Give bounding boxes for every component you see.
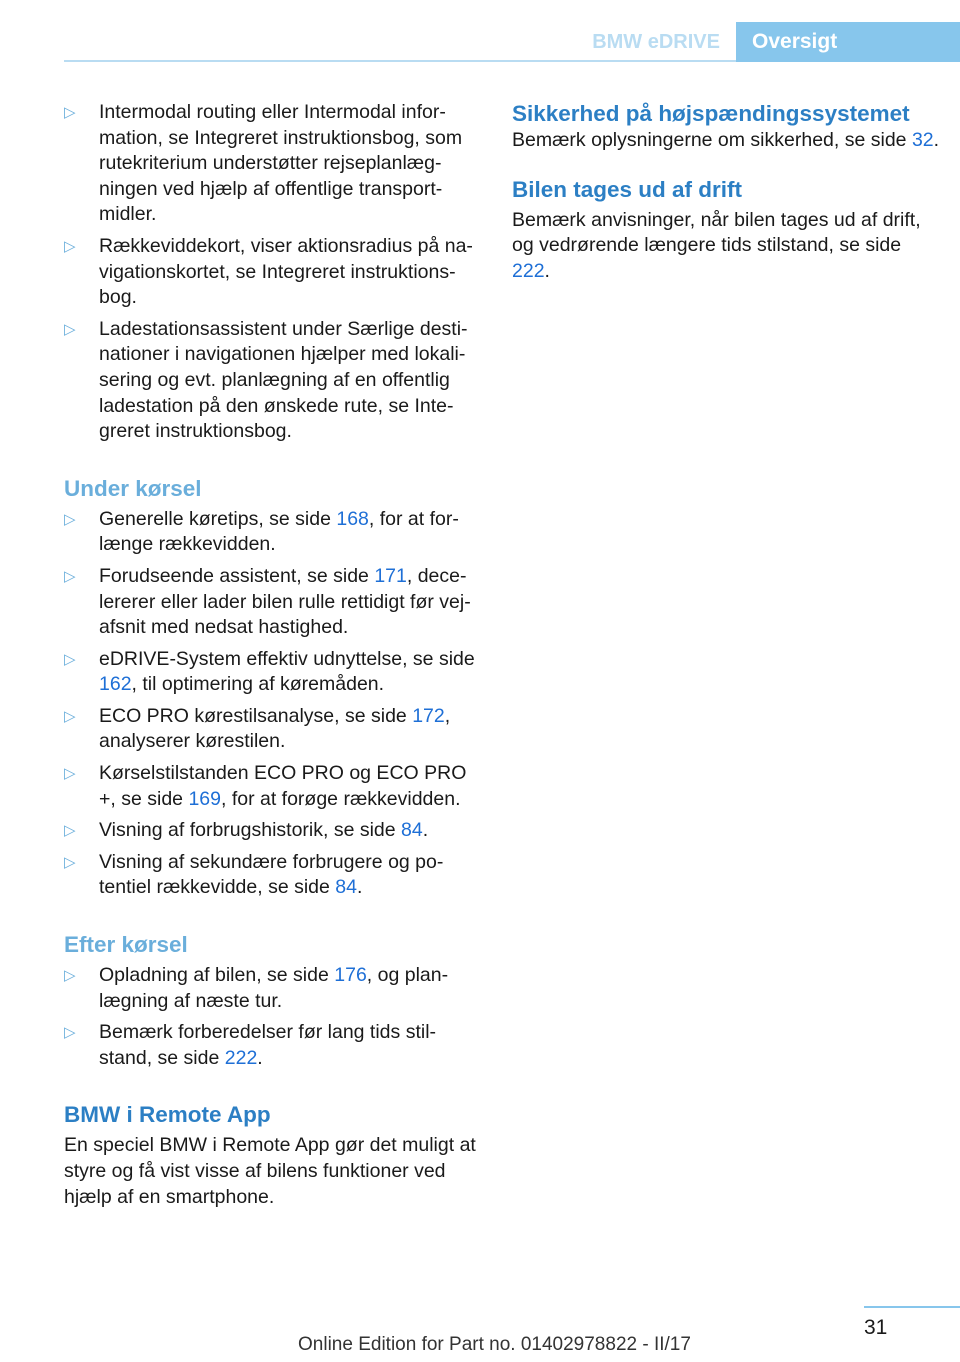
list-item: ▷ ECO PRO kørestilsanalyse, se side 172, analyserer kørestilen. xyxy=(64,704,451,753)
heading-drift: Bilen tages ud af drift xyxy=(512,176,743,202)
triangle-bullet-icon: ▷ xyxy=(64,567,76,585)
section-under-korsel xyxy=(64,475,484,901)
triangle-bullet-icon: ▷ xyxy=(64,650,76,668)
section-remote-app xyxy=(64,1101,484,1210)
triangle-bullet-icon: ▷ xyxy=(64,237,76,255)
footer-edition: Online Edition for Part no. 01402978822 - II/17 xyxy=(298,1334,691,1355)
triangle-bullet-icon: ▷ xyxy=(64,320,76,338)
sikkerhed-paragraph: Bemærk oplysningerne om sikkerhed, se side 32. xyxy=(512,129,940,151)
remote-app-paragraph: En speciel BMW i Remote App gør det muligt at styre og få vist visse af bilens funktioner ved hjælp af en smartphone. xyxy=(64,1134,476,1208)
page-link[interactable]: 222 xyxy=(224,1046,258,1069)
header-tab-oversigt: Oversigt xyxy=(736,22,960,62)
page-link[interactable]: 222 xyxy=(512,259,545,282)
heading-remote-app: BMW i Remote App xyxy=(64,1102,271,1128)
list-item: ▷ Visning af sekundære forbrugere og po-tentiel rækkevidde, se side 84. xyxy=(64,850,444,899)
section-drift xyxy=(512,176,942,285)
page-link[interactable]: 84 xyxy=(335,876,357,899)
list-item: ▷ Kørselstilstanden ECO PRO og ECO PRO +, se side 169, for at forøge rækkevidden. xyxy=(64,762,467,810)
header-section-label: BMW eDRIVE xyxy=(592,31,720,53)
list-item: ▷ Forudseende assistent, se side 171, dece-lererer eller lader bilen rulle rettidigt før vej-afsnit med nedsat hastighed. xyxy=(64,564,471,639)
list-item: ▷ Opladning af bilen, se side 176, og plan-lægning af næste tur. xyxy=(64,964,449,1012)
page-link[interactable]: 176 xyxy=(334,964,367,987)
heading-efter-korsel: Efter kørsel xyxy=(64,932,188,958)
list-item: ▷ Intermodal routing eller Intermodal infor-mation, se Integreret instruktionsbog, som rutekriterium understøtter rejseplanlæg-ningen ved hjælp af offentlige transport-midler. xyxy=(64,101,463,226)
list-item: ▷ Bemærk forberedelser før lang tids stil-stand, se side 222. xyxy=(64,1021,437,1069)
left-column xyxy=(64,100,484,1210)
page-link[interactable]: 32 xyxy=(911,129,934,151)
page-link[interactable]: 84 xyxy=(401,819,423,842)
page-link[interactable]: 169 xyxy=(188,787,221,810)
page-number-rule xyxy=(864,1306,960,1308)
page-link[interactable]: 168 xyxy=(336,507,369,530)
list-item: ▷ Rækkeviddekort, viser aktionsradius på na-vigationskortet, se Integreret instruktions-bog. xyxy=(64,234,473,309)
right-column xyxy=(512,100,942,284)
triangle-bullet-icon: ▷ xyxy=(64,967,76,985)
under-korsel-list xyxy=(64,507,484,901)
section-sikkerhed xyxy=(512,100,942,154)
page-link[interactable]: 162 xyxy=(99,673,132,696)
triangle-bullet-icon: ▷ xyxy=(64,765,76,783)
triangle-bullet-icon: ▷ xyxy=(64,104,76,121)
efter-korsel-list xyxy=(64,963,484,1071)
list-item: ▷ Generelle køretips, se side 168, for at for-længe rækkevidden. xyxy=(64,507,459,556)
page-link[interactable]: 171 xyxy=(374,564,407,587)
triangle-bullet-icon: ▷ xyxy=(64,822,76,840)
section-efter-korsel xyxy=(64,931,484,1071)
intro-list xyxy=(64,100,484,445)
triangle-bullet-icon: ▷ xyxy=(64,1024,76,1042)
page-link[interactable]: 172 xyxy=(412,704,445,727)
list-item: ▷ eDRIVE-System effektiv udnyttelse, se side 162, til optimering af køremåden. xyxy=(64,647,475,696)
triangle-bullet-icon: ▷ xyxy=(64,510,76,528)
page-number: 31 xyxy=(864,1316,888,1339)
drift-paragraph: Bemærk anvisninger, når bilen tages ud af drift, og vedrørende længere tids stilstand, se side 222. xyxy=(512,208,921,282)
heading-sikkerhed: Sikkerhed på højspændingssystemet xyxy=(512,101,910,126)
list-item: ▷ Visning af forbrugshistorik, se side 84. xyxy=(64,818,484,844)
triangle-bullet-icon: ▷ xyxy=(64,853,76,871)
list-item: ▷ Ladestationsassistent under Særlige desti-nationer i navigationen hjælper med lokali-sering og evt. planlægning af en offentlig ladestation på den ønskede rute, se Inte-greret instruktionsbog. xyxy=(64,317,468,443)
heading-under-korsel: Under kørsel xyxy=(64,475,202,501)
triangle-bullet-icon: ▷ xyxy=(64,707,76,725)
